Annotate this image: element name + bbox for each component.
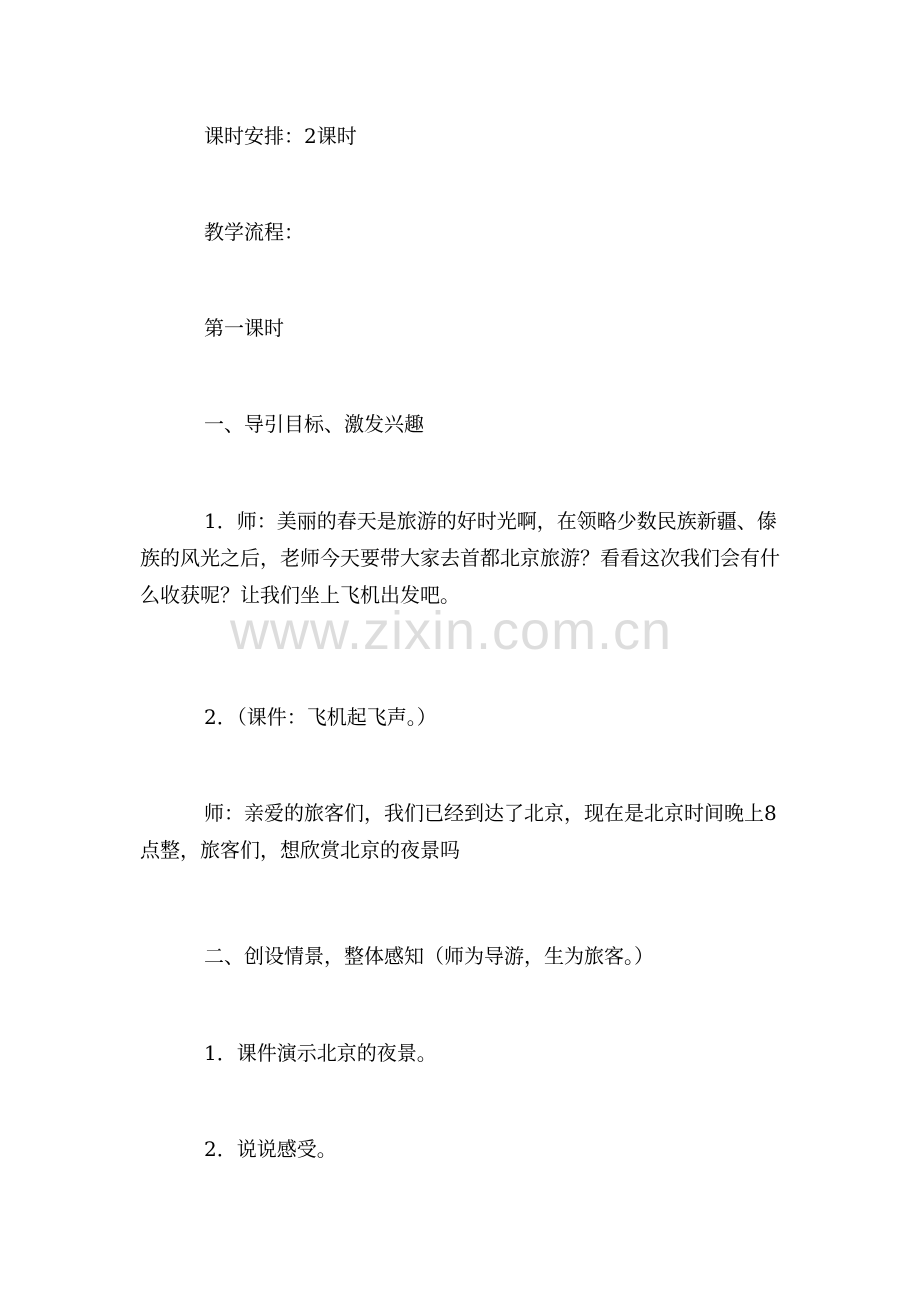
- section-heading-1: 一、导引目标、激发兴趣: [204, 412, 424, 436]
- paragraph-item-2: 2．（课件：飞机起飞声。）: [204, 705, 437, 729]
- paragraph-item-3: 1．课件演示北京的夜景。: [204, 1041, 437, 1065]
- watermark: www.zixin.com.cn: [230, 601, 673, 661]
- paragraph-first-lesson: 第一课时: [204, 316, 284, 340]
- paragraph-item-4: 2．说说感受。: [204, 1137, 337, 1161]
- paragraph-class-hours: 课时安排：2课时: [204, 124, 357, 148]
- paragraph-teacher-speech: 师：亲爱的旅客们，我们已经到达了北京，现在是北京时间晚上8点整，旅客们，想欣赏北京的夜景吗: [140, 801, 777, 862]
- paragraph-item-1: 1．师：美丽的春天是旅游的好时光啊，在领略少数民族新疆、傣族的风光之后，老师今天要带大家去首都北京旅游？看看这次我们会有什么收获呢？让我们坐上飞机出发吧。: [140, 509, 780, 607]
- paragraph-teaching-process: 教学流程：: [204, 220, 304, 244]
- section-heading-2: 二、创设情景，整体感知（师为导游，生为旅客。）: [204, 944, 654, 968]
